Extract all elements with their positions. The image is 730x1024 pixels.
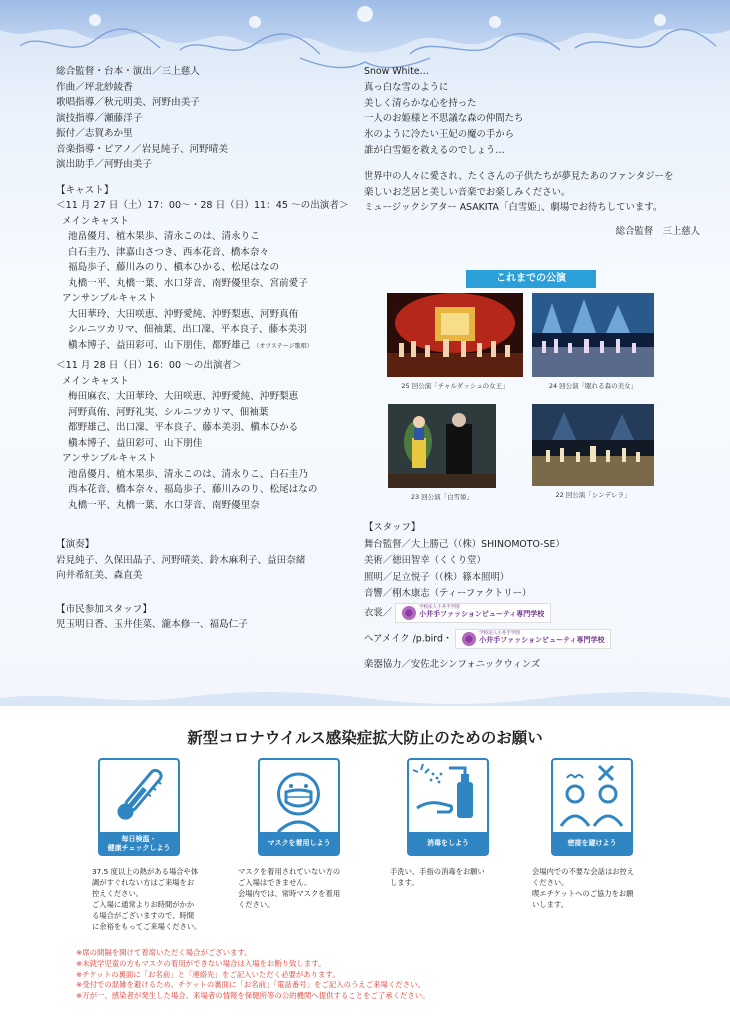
cast-names: 槇本博子、益田彩可、山下朋佳、都野雄己 — [68, 339, 251, 351]
desc-line: マスクを着用されていない方の — [238, 867, 341, 876]
intro-message-line: 楽しいお芝居と美しい音楽でお楽しみください。 — [364, 186, 571, 198]
ensemble-cast-label: アンサンブルキャスト — [62, 453, 157, 464]
covid-item-temperature — [98, 758, 180, 856]
photo-caption: 25 回公演「チャルダッシュの女王」 — [401, 382, 509, 390]
cast-and-credits-column — [56, 64, 356, 633]
cast-line: 福島歩子、藤川みのり、槇本ひかる、松尾はなの — [68, 262, 280, 273]
cast-line: 大田華玲、大田咲恵、沖野愛純、沖野梨恵、河野真侑 — [68, 308, 299, 320]
main-cast-label: メインキャスト — [62, 215, 129, 227]
past-performances-title: これまでの公演 — [466, 270, 596, 288]
desc-line: いします。 — [532, 900, 568, 909]
school-emblem-icon — [402, 606, 416, 620]
covid-item-label — [553, 832, 631, 854]
note-line: ※チケットの裏面に「お名前」と「連絡先」をご記入いただく必要があります。 — [76, 969, 340, 979]
desc-line: 会場内での不要な会話はお控え — [532, 867, 635, 876]
costume-label: 衣裳／ — [364, 607, 393, 618]
thermometer-icon — [100, 760, 177, 832]
intro-line: 誰が白雪姫を救えるのでしょう… — [364, 144, 505, 156]
intro-message-line: ミュージックシアター ASAKITA「白雪姫」、劇場でお待ちしています。 — [364, 202, 663, 214]
school-name: 小井手ファッションビューティ専門学校 — [419, 610, 545, 619]
desc-line: 控えください。 — [92, 889, 144, 898]
credit-line: 演出助手／河野由美子 — [56, 159, 152, 170]
sanitizer-icon — [409, 760, 486, 832]
label-line: 密接を避けよう — [567, 839, 617, 848]
cast-line: 池畠優月、植木果歩、清永このは、清永りこ、白石圭乃 — [68, 468, 308, 480]
intro-line: Snow White… — [364, 66, 429, 77]
intro-line: 氷のように冷たい王妃の魔の手から — [364, 129, 515, 141]
credit-line: 総合監督・台本・演出／三上慈人 — [56, 66, 200, 77]
session-1-title: ＜11 月 27 日（土）17：00～・28 日（日）11：45 ～の出演者＞ — [56, 200, 349, 211]
performer-line: 向井希紅美、森直美 — [56, 570, 143, 581]
desc-line: に余裕をもってご来場ください。 — [92, 922, 202, 931]
note-line: ※万が一、感染者が発生した場合、来場者の情報を保健所等の公的機関へ提供することをご了承ください。 — [76, 991, 430, 1001]
session-2-title: ＜11 月 28 日（日）16：00 ～の出演者＞ — [56, 360, 242, 371]
desc-line: 会場内では、常時マスクを着用 — [238, 889, 341, 898]
desc-line: る場合がございますので、時間 — [92, 911, 195, 920]
desc-line: ください。 — [532, 878, 569, 887]
cast-line: 梅田麻衣、大田華玲、大田咲恵、沖野愛純、沖野梨恵 — [68, 391, 299, 402]
note-line: ※受付での混雑を避けるため、チケットの裏面に「お名前」「電話番号」をご記入のうえご来場ください。 — [76, 980, 425, 990]
photo-caption: 23 回公演「白雪姫」 — [410, 493, 474, 501]
note-line: ※未就学児童の方もマスクの着用ができない場合は入場をお断り致します。 — [76, 958, 326, 968]
label-line: 毎日検温・ — [121, 834, 157, 843]
covid-item-description — [238, 866, 340, 910]
covid-item-disinfect — [407, 758, 489, 856]
main-cast-label: メインキャスト — [62, 375, 129, 387]
intro-message-line: 世界中の人々に愛され、たくさんの子供たちが夢見たあのファンタジーを — [364, 170, 674, 182]
desc-line: 37.5 度以上の熱がある場合や体 — [92, 867, 199, 876]
school-name-small: 学校法人小井手学園 — [419, 605, 460, 611]
cast-heading: 【キャスト】 — [56, 184, 114, 196]
desc-line: ご入場はできません。 — [238, 878, 312, 887]
cast-line: 池畠優月、植木果歩、清永このは、清永りこ — [68, 231, 260, 242]
ensemble-cast-label: アンサンブルキャスト — [62, 293, 157, 304]
performer-line: 岩見純子、久保田晶子、河野晴美、鈴木麻利子、益田奈緒 — [56, 554, 306, 566]
staff-heading: 【スタッフ】 — [364, 522, 421, 533]
hair-makeup-line — [364, 625, 704, 653]
costume-line — [364, 603, 704, 625]
intro-line: 美しく清らかな心を持った — [364, 97, 477, 109]
citizen-staff-line: 児玉明日香、玉井佳菜、瀧本修一、福島仁子 — [56, 619, 248, 630]
label-line: 消毒をしよう — [427, 839, 469, 848]
cast-line: 白石圭乃、津嘉山さつき、西本花音、橋本奈々 — [68, 246, 270, 258]
covid-notice-title: 新型コロナウイルス感染症拡大防止のためのお願い — [187, 729, 543, 747]
school-name-small: 学校法人小井手学園 — [479, 631, 520, 637]
school-logo — [455, 629, 611, 649]
staff-line: 美術／徳田智幸（くくり堂） — [364, 555, 486, 566]
desc-line: します。 — [390, 878, 419, 887]
performance-heading: 【演奏】 — [56, 539, 95, 550]
mask-icon — [260, 760, 337, 832]
cast-line: 河野真侑、河野礼実、シルニツカリマ、佃袖葉 — [68, 406, 269, 418]
cast-line: 槇本博子、益田彩可、山下朋佳 — [68, 437, 203, 449]
introduction-column — [364, 64, 704, 240]
photo-cinderella — [532, 404, 654, 486]
citizen-staff-heading: 【市民参加スタッフ】 — [56, 603, 152, 615]
credit-line: 音楽指導・ピアノ／岩見純子、河野晴美 — [56, 143, 228, 155]
cast-line: 丸橋一平、丸橋一葉、水口芽音、南野優里奈、宮前愛子 — [68, 277, 308, 289]
desc-line: ご入場に通常よりお時間がかか — [92, 900, 195, 909]
director-signature: 総合監督 三上慈人 — [615, 226, 700, 238]
note-line: ※席の間隔を開けて着席いただく場合がございます。 — [76, 948, 252, 957]
photo-sleeping-beauty — [532, 293, 654, 377]
intro-line: 真っ白な雪のように — [364, 81, 449, 93]
photo-snow-white — [388, 404, 496, 488]
covid-item-label — [409, 832, 487, 854]
label-line: マスクを着用しよう — [267, 839, 331, 848]
desc-line: 調がすぐれない方はご来場をお — [92, 878, 195, 887]
cast-line — [56, 338, 356, 355]
photo-caption: 24 回公演「眠れる森の美女」 — [548, 382, 638, 390]
label-line: 健康チェックしよう — [107, 844, 171, 852]
instrument-cooperation-line: 楽器協力／安佐北シンフォニックウィンズ — [364, 658, 541, 670]
credit-line: 演技指導／瀬藤洋子 — [56, 112, 143, 124]
covid-item-avoid-contact — [551, 758, 633, 856]
credits-block — [56, 64, 356, 173]
cast-line: シルニツカリマ、佃袖葉、出口凜、平本良子、藤本美羽 — [68, 324, 307, 335]
staff-block — [364, 520, 704, 673]
credit-line: 歌唱指導／秋元明美、河野由美子 — [56, 97, 200, 108]
photo-czardas-princess — [387, 293, 523, 377]
covid-item-label — [260, 832, 338, 854]
school-logo — [395, 603, 551, 623]
covid-item-label — [100, 832, 178, 854]
school-emblem-icon — [462, 632, 476, 646]
covid-notes — [76, 948, 676, 1002]
credit-line: 作曲／坪北紗綾香 — [56, 81, 133, 93]
photo-caption: 22 回公演「シンデレラ」 — [555, 491, 631, 499]
cast-line: 西本花音、橋本奈々、福島歩子、藤川みのり、松尾はなの — [68, 484, 318, 495]
staff-line: 音響／栩木康志（ティーファクトリー） — [364, 588, 532, 599]
cast-line: 丸橋一平、丸橋一葉、水口芽音、南野優里奈 — [68, 499, 260, 511]
covid-item-description — [92, 866, 201, 932]
desc-line: 手洗い、手指の消毒をお願い — [390, 867, 485, 876]
staff-line: 照明／足立悦子（（株）篠本照明） — [364, 571, 510, 583]
cast-line: 都野雄己、出口凜、平本良子、藤本美羽、槇本ひかる — [68, 422, 299, 433]
staff-line: 舞台監督／大上勝己（（株）SHINOMOTO-SE） — [364, 538, 565, 550]
offstage-note: （オフステージ歌唱） — [253, 342, 313, 350]
avoid-crowd-icon — [553, 760, 630, 832]
credit-line: 振付／志賀あか里 — [56, 128, 133, 139]
covid-item-mask — [258, 758, 340, 856]
desc-line: ください。 — [238, 900, 275, 909]
covid-item-description — [390, 866, 485, 888]
school-name: 小井手ファッションビューティ専門学校 — [479, 636, 605, 645]
covid-item-description — [532, 866, 634, 910]
intro-line: 一人のお姫様と不思議な森の仲間たち — [364, 113, 524, 125]
desc-line: 喫エチケットへのご協力をお願 — [532, 889, 634, 898]
hair-makeup-label: ヘアメイク /p.bird・ — [364, 633, 453, 644]
decorative-wave-edge — [0, 690, 730, 706]
